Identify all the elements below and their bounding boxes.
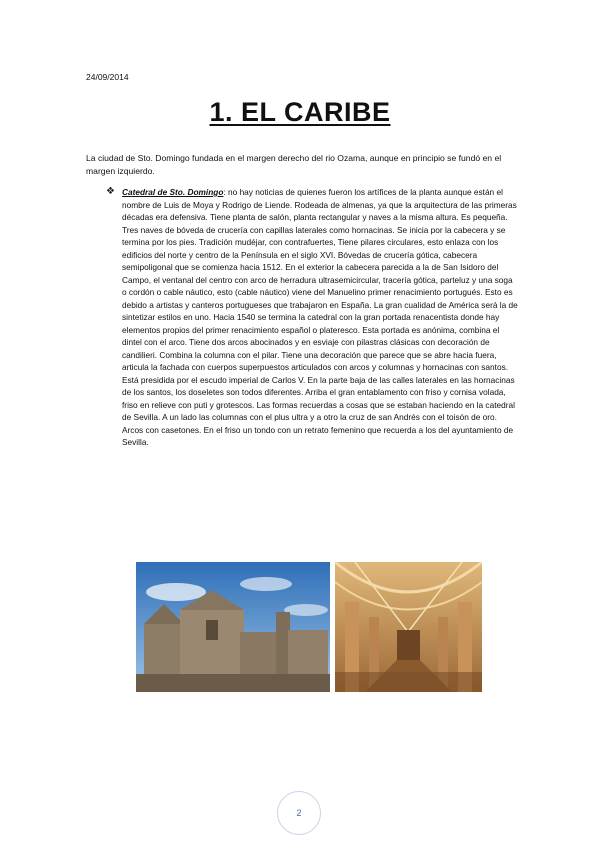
page-number-badge: [277, 791, 321, 835]
cathedral-exterior-photo: [136, 562, 330, 692]
bullet-paragraph: [122, 186, 518, 449]
page-number: 2: [296, 808, 302, 818]
date-header: 24/09/2014: [86, 72, 129, 82]
bullet-text: : no hay noticias de quienes fueron los artífices de la planta aunque están el nombre de Luis de Moya y Rodrigo de Liende. Rodeada de almenas, ya que la arquitectura de las primeras décadas era defensiva. Tiene planta de salón, planta rectangular y naves a la misma altura. Es pequeña. Tres naves de bóveda de crucería con capillas laterales como hornacinas. Se inicia por la cabecera y se termina por los pies. Tradición mudéjar, con contrafuertes, Tiene pilares circulares, esto enlaza con los edificios del norte y centro de la Península en el siglo XVI. Bóvedas de crucería gótica, cabecera semipoligonal que se comienza hacia 1512. En el exterior la cabecera parecida a la de San Isidoro del Campo, el ventanal del centro con arco de herradura ultrasemicircular, tracería gótica, parteluz y una soga o cordón o cable náutico, esto (cable náutico) viene del Manuelino primer renacimiento portugués. Esto es debido a artistas y canteros portugueses que trabajaron en España. La gran cualidad de América será la de sintetizar estilos en uno. Hacia 1540 se termina la catedral con la gran portada renacentista donde hay elementos propios del primer renacimiento español o plateresco. Esta portada es anónima, combina el dintel con el arco. Tiene dos arcos abocinados y en esviaje con pilastras clásicas con decoración de candilieri. Combina la columna con el pilar. Tiene una decoración que parece que se abre hacia fuera, articula la fachada con cuerpos superpuestos articulados con arcos y columnas y hornacinas con santos. Está presidida por el escudo imperial de Carlos V. En la parte baja de las calles laterales en las hornacinas de los santos, los doseletes son todos diferentes. Arriba el gran entablamento con friso y cornisa volada, friso en relieve con puti y grotescos. Las formas recuerdas a cosas que se estaban haciendo en la catedral de Sevilla. A un lado las columnas con el plus ultra y a otro la cruz de san Andrés con el toisón de oro. Arcos con casetones. En el friso un tondo con un retrato femenino que recuerda a los del ayuntamiento de Sevilla.: [122, 187, 518, 447]
page-title: 1. EL CARIBE: [209, 97, 391, 127]
diamond-bullet-icon: ❖: [106, 186, 115, 197]
cathedral-interior-photo: [335, 562, 482, 692]
bullet-lead: Catedral de Sto. Domingo: [122, 187, 224, 197]
intro-paragraph: La ciudad de Sto. Domingo fundada en el margen derecho del rio Ozama, aunque en principio se fundó en el margen izquierdo.: [86, 153, 502, 176]
